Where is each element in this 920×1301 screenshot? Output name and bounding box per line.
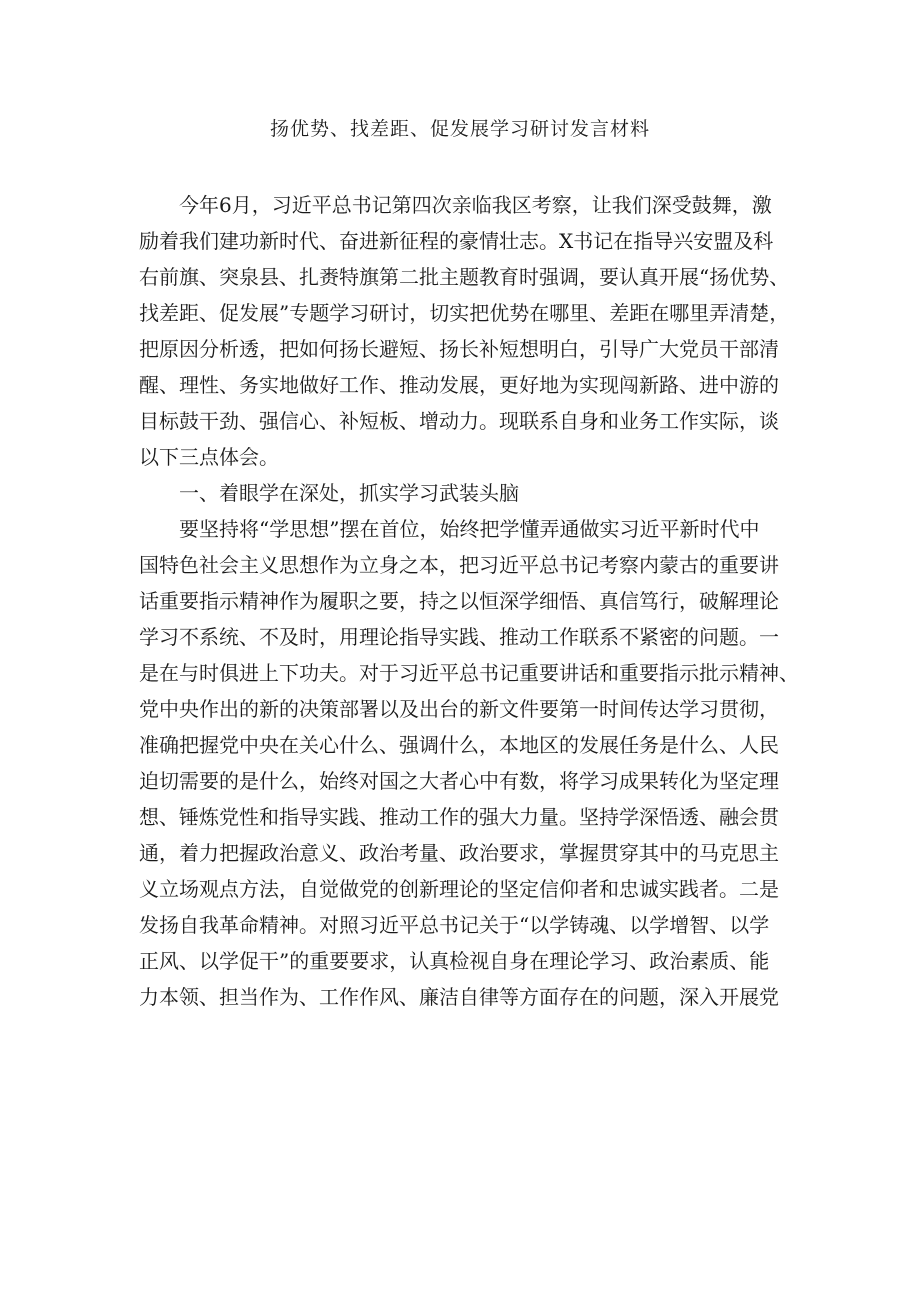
- paragraph-line: 义立场观点方法，自觉做党的创新理论的坚定信仰者和忠诚实践者。二是: [139, 877, 779, 901]
- paragraph-line: 迫切需要的是什么，始终对国之大者心中有数，将学习成果转化为坚定理: [139, 769, 779, 793]
- section-heading-1: 一、着眼学在深处，抓实学习武装头脑: [179, 481, 519, 505]
- paragraph-line: 醒、理性、务实地做好工作、推动发展，更好地为实现闯新路、进中游的: [139, 373, 779, 397]
- paragraph-line: 发扬自我革命精神。对照习近平总书记关于“以学铸魂、以学增智、以学: [139, 913, 770, 937]
- paragraph-line: 党中央作出的新的决策部署以及出台的新文件要第一时间传达学习贯彻，: [139, 697, 779, 721]
- document-title: 扬优势、找差距、促发展学习研讨发言材料: [269, 118, 650, 140]
- paragraph-line: 右前旗、突泉县、扎赉特旗第二批主题教育时强调，要认真开展“扬优势、: [139, 265, 790, 289]
- paragraph-line: 学习不系统、不及时，用理论指导实践、推动工作联系不紧密的问题。一: [139, 625, 779, 649]
- paragraph-line: 今年6月，习近平总书记第四次亲临我区考察，让我们深受鼓舞，激: [179, 193, 772, 217]
- paragraph-line: 想、锤炼党性和指导实践、推动工作的强大力量。坚持学深悟透、融会贯: [139, 805, 779, 829]
- paragraph-line: 正风、以学促干”的重要要求，认真检视自身在理论学习、政治素质、能: [139, 949, 770, 973]
- paragraph-line: 是在与时俱进上下功夫。对于习近平总书记重要讲话和重要指示批示精神、: [139, 661, 799, 685]
- paragraph-line: 找差距、促发展”专题学习研讨，切实把优势在哪里、差距在哪里弄清楚，: [139, 301, 790, 325]
- paragraph-line: 要坚持将“学思想”摆在首位，始终把学懂弄通做实习近平新时代中: [179, 517, 760, 541]
- paragraph-line: 以下三点体会。: [139, 445, 279, 469]
- paragraph-line: 把原因分析透，把如何扬长避短、扬长补短想明白，引导广大党员干部清: [139, 337, 779, 361]
- paragraph-line: 话重要指示精神作为履职之要，持之以恒深学细悟、真信笃行，破解理论: [139, 589, 779, 613]
- paragraph-line: 国特色社会主义思想作为立身之本，把习近平总书记考察内蒙古的重要讲: [139, 553, 779, 577]
- paragraph-line: 通，着力把握政治意义、政治考量、政治要求，掌握贯穿其中的马克思主: [139, 841, 779, 865]
- paragraph-line: 准确把握党中央在关心什么、强调什么，本地区的发展任务是什么、人民: [139, 733, 779, 757]
- paragraph-line: 力本领、担当作为、工作作风、廉洁自律等方面存在的问题，深入开展党: [139, 985, 779, 1009]
- paragraph-line: 励着我们建功新时代、奋进新征程的豪情壮志。X书记在指导兴安盟及科: [139, 229, 774, 253]
- paragraph-line: 目标鼓干劲、强信心、补短板、增动力。现联系自身和业务工作实际，谈: [139, 409, 779, 433]
